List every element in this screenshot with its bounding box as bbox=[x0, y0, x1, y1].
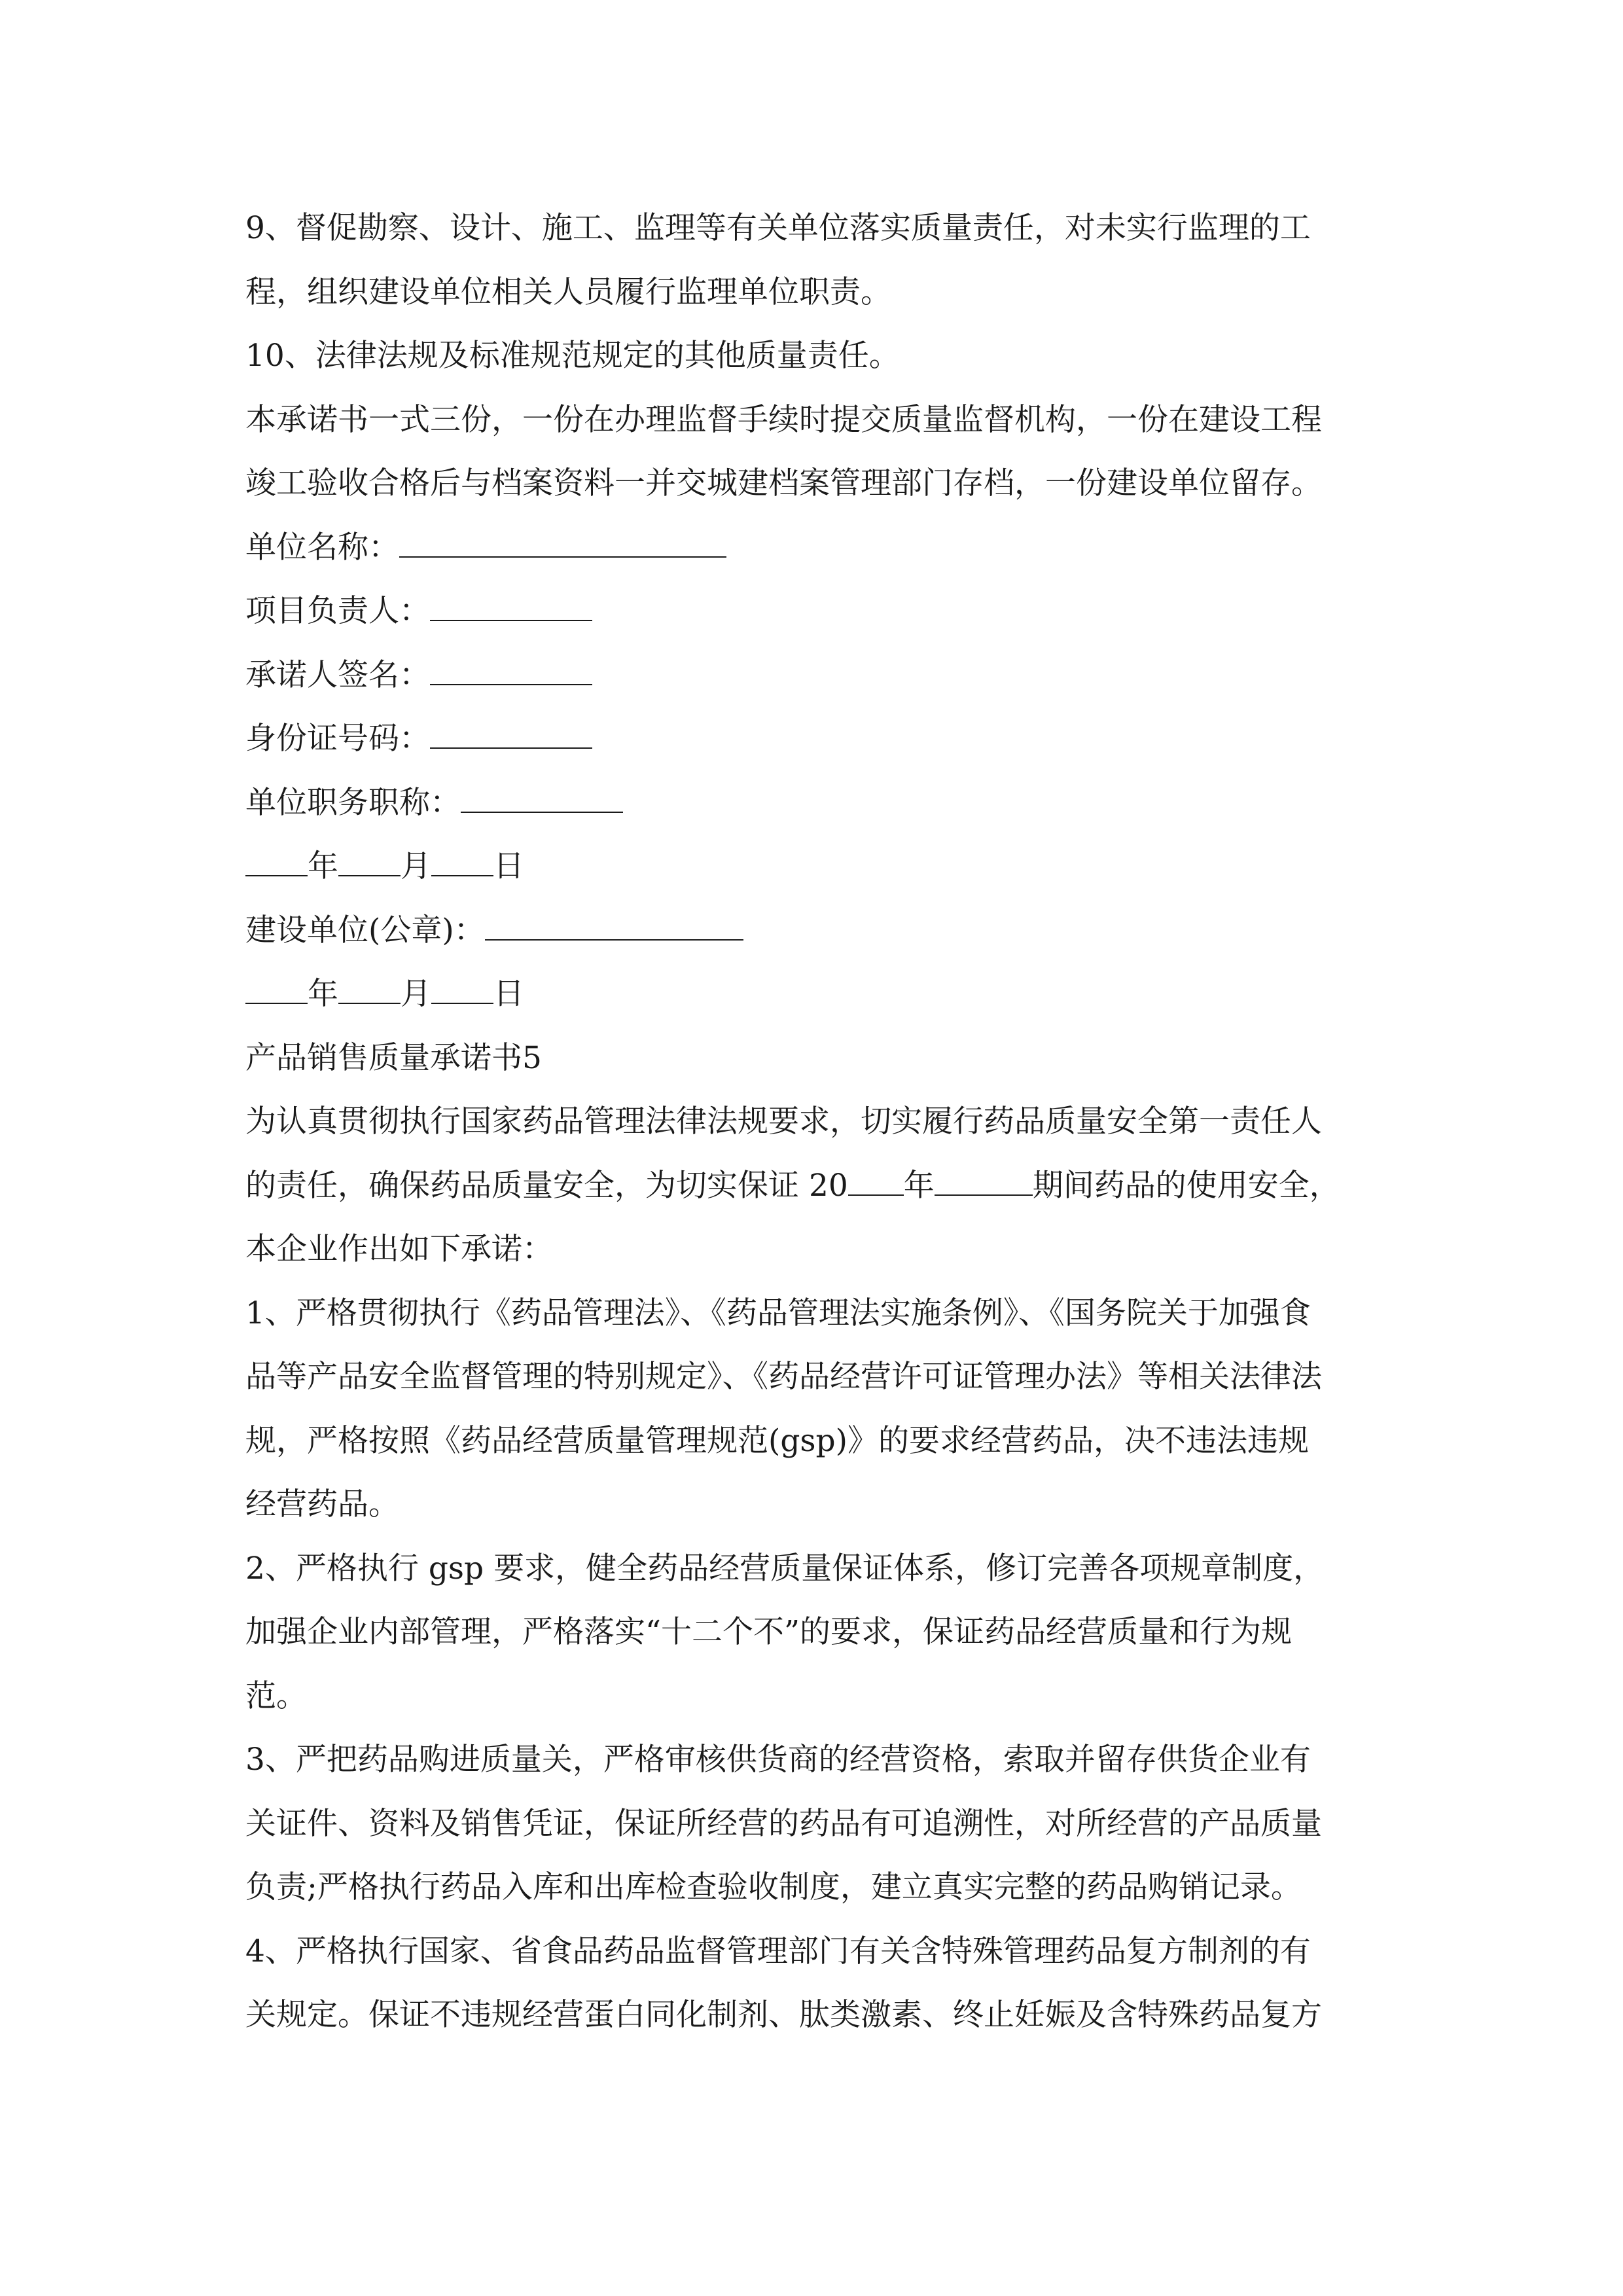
seal-field bbox=[245, 899, 1397, 963]
clause-10 bbox=[245, 324, 1397, 388]
text-line: 4、严格执行国家、省食品药品监督管理部门有关含特殊管理药品复方制剂的有 bbox=[245, 1933, 1311, 1969]
text-line: 负责;严格执行药品入库和出库检查验收制度，建立真实完整的药品购销记录。 bbox=[245, 1869, 1302, 1905]
document-body bbox=[245, 196, 1397, 2047]
text-line: 本企业作出如下承诺： bbox=[245, 1231, 553, 1267]
job-title-blank[interactable] bbox=[461, 785, 623, 813]
text-line: 3、严把药品购进质量关，严格审核供货商的经营资格，索取并留存供货企业有 bbox=[245, 1742, 1311, 1778]
period-blank[interactable] bbox=[935, 1168, 1033, 1196]
text-line: 为认真贯彻执行国家药品管理法律法规要求，切实履行药品质量安全第一责任人 bbox=[245, 1103, 1322, 1139]
day-blank[interactable] bbox=[431, 977, 493, 1004]
commitment-3 bbox=[245, 1728, 1397, 1920]
section-title: 产品销售质量承诺书5 bbox=[245, 1039, 542, 1076]
unit-name-field bbox=[245, 516, 1397, 580]
text-line: 加强企业内部管理，严格落实“十二个不”的要求，保证药品经营质量和行为规 bbox=[245, 1614, 1293, 1650]
text-line: 规，严格按照《药品经营质量管理规范(gsp)》的要求经营药品，决不违法违规 bbox=[245, 1422, 1309, 1459]
signature-blank[interactable] bbox=[430, 658, 592, 685]
intro-text: 的责任，确保药品质量安全，为切实保证 20 bbox=[245, 1167, 848, 1204]
unit-name-label: 单位名称： bbox=[245, 529, 399, 565]
unit-name-blank[interactable] bbox=[399, 530, 726, 558]
signature-label: 承诺人签名： bbox=[245, 656, 430, 693]
year-blank[interactable] bbox=[245, 849, 308, 876]
text-line: 2、严格执行 gsp 要求，健全药品经营质量保证体系，修订完善各项规章制度， bbox=[245, 1550, 1325, 1587]
day-label: 日 bbox=[493, 976, 524, 1012]
intro-text: 期间药品的使用安全， bbox=[1032, 1167, 1340, 1204]
seal-blank[interactable] bbox=[485, 913, 743, 941]
seal-label: 建设单位(公章)： bbox=[245, 912, 485, 948]
year-blank[interactable] bbox=[245, 977, 308, 1004]
date-line-2 bbox=[245, 962, 1397, 1026]
month-label: 月 bbox=[401, 976, 431, 1012]
id-number-label: 身份证号码： bbox=[245, 721, 430, 757]
clause-9 bbox=[245, 196, 1397, 324]
text-line: 品等产品安全监督管理的特别规定》、《药品经营许可证管理办法》等相关法律法 bbox=[245, 1359, 1322, 1395]
year-label: 年 bbox=[308, 976, 338, 1012]
day-blank[interactable] bbox=[431, 849, 493, 876]
text-line bbox=[245, 1154, 1397, 1218]
commitment-1 bbox=[245, 1282, 1397, 1537]
text-line: 关规定。保证不违规经营蛋白同化制剂、肽类激素、终止妊娠及含特殊药品复方 bbox=[245, 1997, 1322, 2033]
text-line: 程，组织建设单位相关人员履行监理单位职责。 bbox=[245, 274, 891, 310]
project-leader-blank[interactable] bbox=[430, 594, 592, 621]
job-title-field bbox=[245, 771, 1397, 835]
id-number-blank[interactable] bbox=[430, 721, 592, 749]
intro-year-label: 年 bbox=[903, 1167, 935, 1204]
copies-note bbox=[245, 388, 1397, 516]
id-number-field bbox=[245, 707, 1397, 771]
month-label: 月 bbox=[401, 848, 431, 884]
text-line: 1、严格贯彻执行《药品管理法》、《药品管理法实施条例》、《国务院关于加强食 bbox=[245, 1295, 1311, 1331]
project-leader-label: 项目负责人： bbox=[245, 593, 430, 629]
month-blank[interactable] bbox=[338, 977, 401, 1004]
text-line: 10、法律法规及标准规范规定的其他质量责任。 bbox=[245, 338, 900, 374]
year-blank[interactable] bbox=[848, 1168, 904, 1196]
text-line: 关证件、资料及销售凭证，保证所经营的药品有可追溯性，对所经营的产品质量 bbox=[245, 1805, 1322, 1842]
month-blank[interactable] bbox=[338, 849, 401, 876]
text-line: 竣工验收合格后与档案资料一并交城建档案管理部门存档，一份建设单位留存。 bbox=[245, 465, 1322, 501]
project-leader-field bbox=[245, 579, 1397, 643]
intro-paragraph bbox=[245, 1090, 1397, 1282]
job-title-label: 单位职务职称： bbox=[245, 784, 461, 821]
text-line: 本承诺书一式三份，一份在办理监督手续时提交质量监督机构，一份在建设工程 bbox=[245, 401, 1322, 438]
text-line: 9、督促勘察、设计、施工、监理等有关单位落实质量责任，对未实行监理的工 bbox=[245, 210, 1311, 246]
signature-field bbox=[245, 643, 1397, 708]
day-label: 日 bbox=[493, 848, 524, 884]
text-line: 经营药品。 bbox=[245, 1486, 399, 1522]
commitment-4 bbox=[245, 1920, 1397, 2047]
date-line-1 bbox=[245, 834, 1397, 899]
commitment-2 bbox=[245, 1537, 1397, 1729]
text-line: 范。 bbox=[245, 1677, 307, 1714]
year-label: 年 bbox=[308, 848, 338, 884]
